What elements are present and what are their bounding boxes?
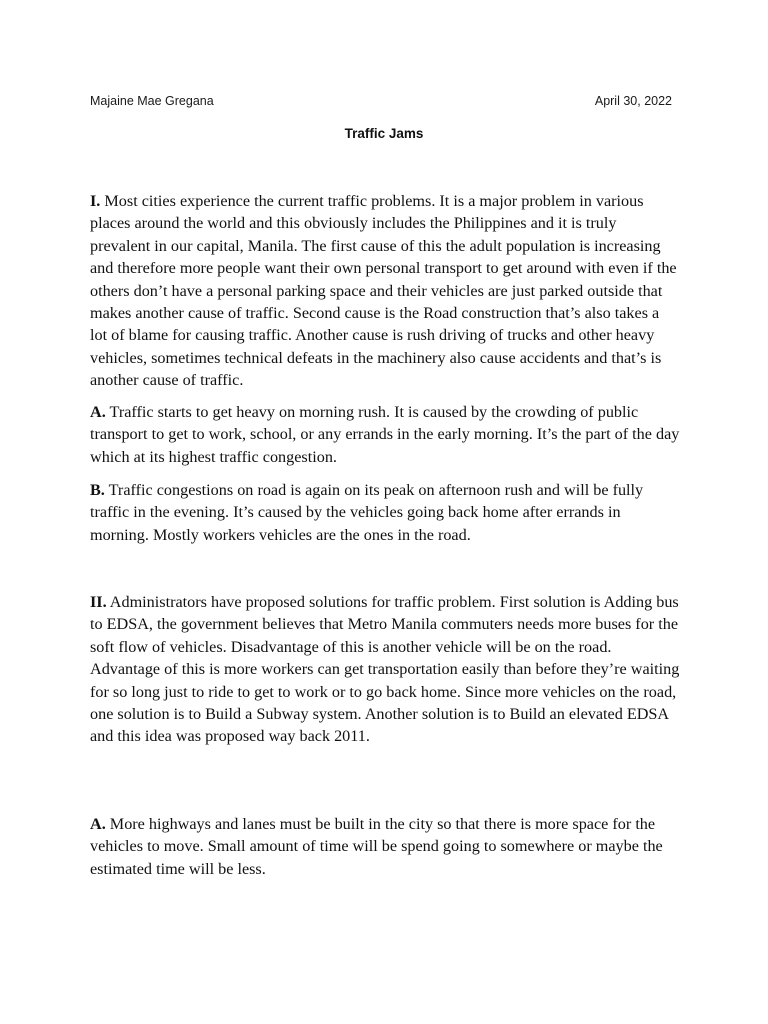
paragraph-2-text: Traffic starts to get heavy on morning rush. It is caused by the crowding of public transport to get to work, school, or any errands in the early morning. It’s the part of the day which at its highest traffic congestion. <box>90 403 680 466</box>
paragraph-4 <box>90 591 680 748</box>
paragraph-2-marker: A. <box>90 403 106 421</box>
paragraph-1-text: Most cities experience the current traffic problems. It is a major problem in various places around the world and this obviously includes the Philippines and it is truly prevalent in our capital, Manila. The first cause of this the adult population is increasing and therefore more people want their own personal transport to get around with even if the others don’t have a personal parking space and their vehicles are just parked outside that makes another cause of traffic. Second cause is the Road construction that’s also takes a lot of blame for causing traffic. Another cause is rush driving of trucks and other heavy vehicles, sometimes technical defeats in the machinery also cause accidents and that’s is another cause of traffic. <box>90 192 677 390</box>
document-title: Traffic Jams <box>344 126 424 141</box>
paragraph-4-marker: II. <box>90 593 107 611</box>
paragraph-3-text: Traffic congestions on road is again on its peak on afternoon rush and will be fully traffic in the evening. It’s caused by the vehicles going back home after errands in morning. Mostly workers vehicles are the ones in the road. <box>90 481 644 544</box>
paragraph-1-marker: I. <box>90 192 101 210</box>
document-header <box>90 94 672 112</box>
document-date: April 30, 2022 <box>594 94 672 108</box>
paragraph-5-marker: A. <box>90 815 106 833</box>
paragraph-2 <box>90 401 680 468</box>
paragraph-5-text: More highways and lanes must be built in the city so that there is more space for the vehicles to move. Small amount of time will be spend going to somewhere or maybe the estimated time will be less. <box>90 815 663 878</box>
paragraph-1 <box>90 190 680 392</box>
author-name: Majaine Mae Gregana <box>90 94 214 108</box>
paragraph-4-text: Administrators have proposed solutions for traffic problem. First solution is Adding bus to EDSA, the government believes that Metro Manila commuters needs more buses for the soft flow of vehicles. Disadvantage of this is another vehicle will be on the road. Advantage of this is more workers can get transportation easily than before they’re waiting for so long just to ride to get to work or to go back home. Since more vehicles on the road, one solution is to Build a Subway system. Another solution is to Build an elevated EDSA and this idea was proposed way back 2011. <box>90 593 680 746</box>
paragraph-5 <box>90 813 680 880</box>
paragraph-3-marker: B. <box>90 481 105 499</box>
paragraph-3 <box>90 479 680 546</box>
